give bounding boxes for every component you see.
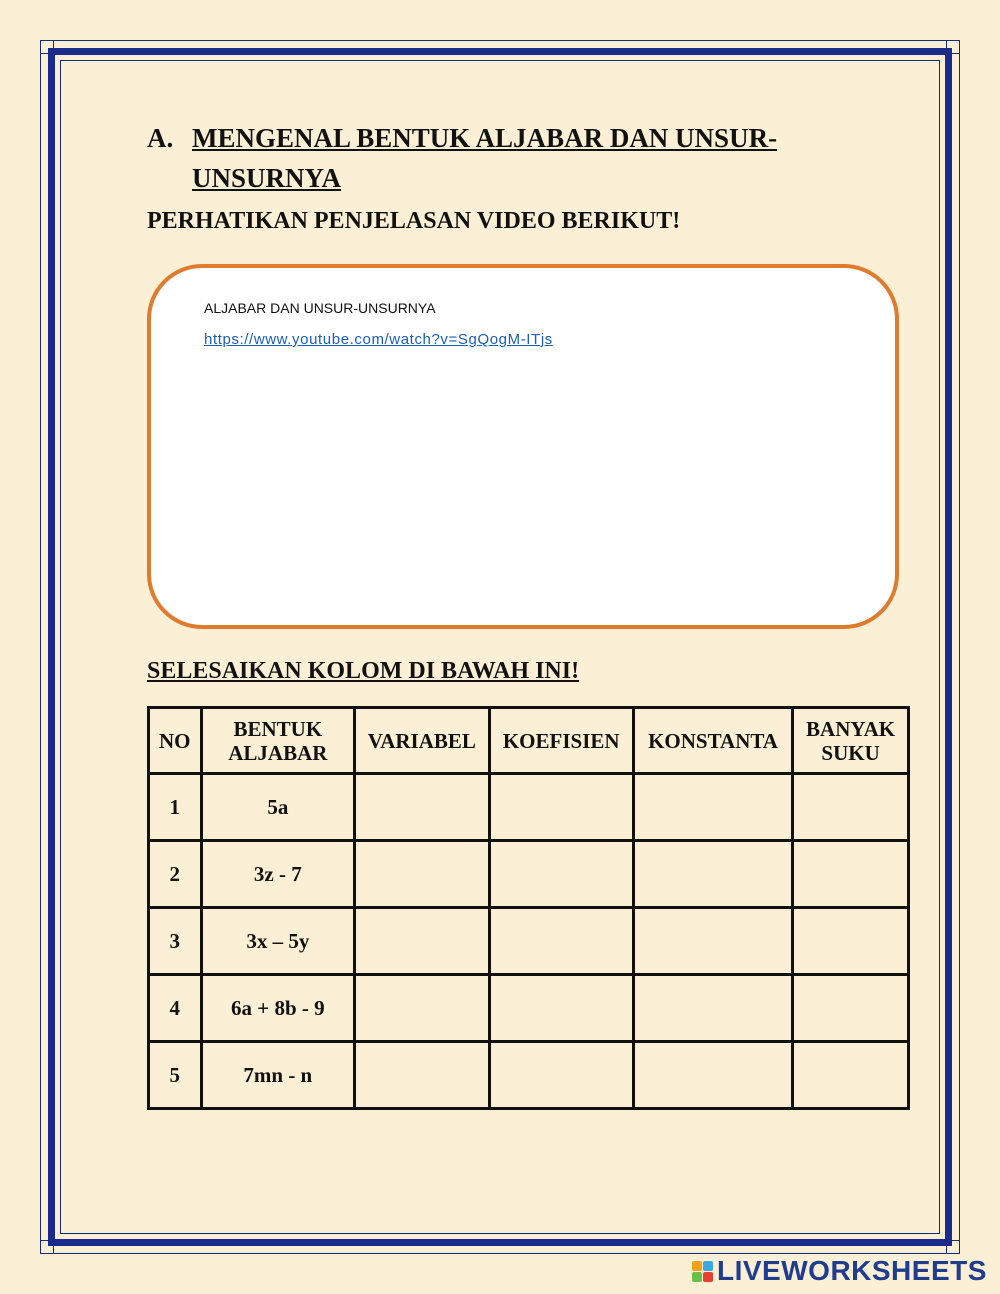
algebra-expression: 3z - 7	[201, 841, 355, 908]
answer-cell-koefisien[interactable]	[489, 1042, 633, 1109]
liveworksheets-brand[interactable]	[692, 1256, 987, 1286]
answer-cell-banyak-suku[interactable]	[793, 908, 909, 975]
answer-cell-banyak-suku[interactable]	[793, 1042, 909, 1109]
algebra-expression: 7mn - n	[201, 1042, 355, 1109]
answer-cell-konstanta[interactable]	[633, 774, 792, 841]
table-row	[149, 841, 909, 908]
answer-cell-banyak-suku[interactable]	[793, 841, 909, 908]
algebra-table	[147, 706, 910, 1110]
answer-cell-konstanta[interactable]	[633, 1042, 792, 1109]
row-number: 1	[149, 774, 202, 841]
header-konstanta: KONSTANTA	[633, 708, 792, 774]
row-number: 2	[149, 841, 202, 908]
table-row	[149, 975, 909, 1042]
video-embed-box[interactable]	[147, 264, 899, 629]
table-instruction: SELESAIKAN KOLOM DI BAWAH INI!	[147, 658, 580, 684]
algebra-expression: 5a	[201, 774, 355, 841]
header-banyak-suku: BANYAK SUKU	[793, 708, 909, 774]
answer-cell-banyak-suku[interactable]	[793, 774, 909, 841]
video-title: ALJABAR DAN UNSUR-UNSURNYA	[204, 300, 436, 316]
row-number: 4	[149, 975, 202, 1042]
answer-cell-konstanta[interactable]	[633, 975, 792, 1042]
header-variabel: VARIABEL	[355, 708, 489, 774]
logo-square	[692, 1261, 702, 1271]
logo-square	[703, 1272, 713, 1282]
corner-ornament	[40, 1240, 54, 1254]
answer-cell-variabel[interactable]	[355, 975, 489, 1042]
table-row	[149, 774, 909, 841]
answer-cell-variabel[interactable]	[355, 774, 489, 841]
answer-cell-koefisien[interactable]	[489, 774, 633, 841]
logo-square	[703, 1261, 713, 1271]
answer-cell-konstanta[interactable]	[633, 841, 792, 908]
corner-ornament	[40, 40, 54, 54]
answer-cell-variabel[interactable]	[355, 841, 489, 908]
answer-cell-variabel[interactable]	[355, 1042, 489, 1109]
answer-cell-koefisien[interactable]	[489, 841, 633, 908]
brand-name: LIVEWORKSHEETS	[717, 1255, 987, 1286]
answer-cell-banyak-suku[interactable]	[793, 975, 909, 1042]
liveworksheets-logo-icon	[692, 1261, 713, 1282]
algebra-expression: 3x – 5y	[201, 908, 355, 975]
answer-cell-variabel[interactable]	[355, 908, 489, 975]
header-koefisien: KOEFISIEN	[489, 708, 633, 774]
answer-cell-konstanta[interactable]	[633, 908, 792, 975]
answer-cell-koefisien[interactable]	[489, 908, 633, 975]
answer-cell-koefisien[interactable]	[489, 975, 633, 1042]
algebra-expression: 6a + 8b - 9	[201, 975, 355, 1042]
logo-square	[692, 1272, 702, 1282]
row-number: 3	[149, 908, 202, 975]
table-header-row	[149, 708, 909, 774]
section-title: MENGENAL BENTUK ALJABAR DAN UNSUR-UNSURNYA	[192, 123, 778, 193]
video-instruction: PERHATIKAN PENJELASAN VIDEO BERIKUT!	[147, 208, 681, 234]
corner-ornament	[946, 1240, 960, 1254]
row-number: 5	[149, 1042, 202, 1109]
section-letter: A.	[147, 123, 174, 153]
video-link[interactable]: https://www.youtube.com/watch?v=SgQogM-ITjs	[204, 331, 553, 348]
table-row	[149, 908, 909, 975]
corner-ornament	[946, 40, 960, 54]
header-bentuk-aljabar: BENTUK ALJABAR	[201, 708, 355, 774]
table-row	[149, 1042, 909, 1109]
header-no: NO	[149, 708, 202, 774]
